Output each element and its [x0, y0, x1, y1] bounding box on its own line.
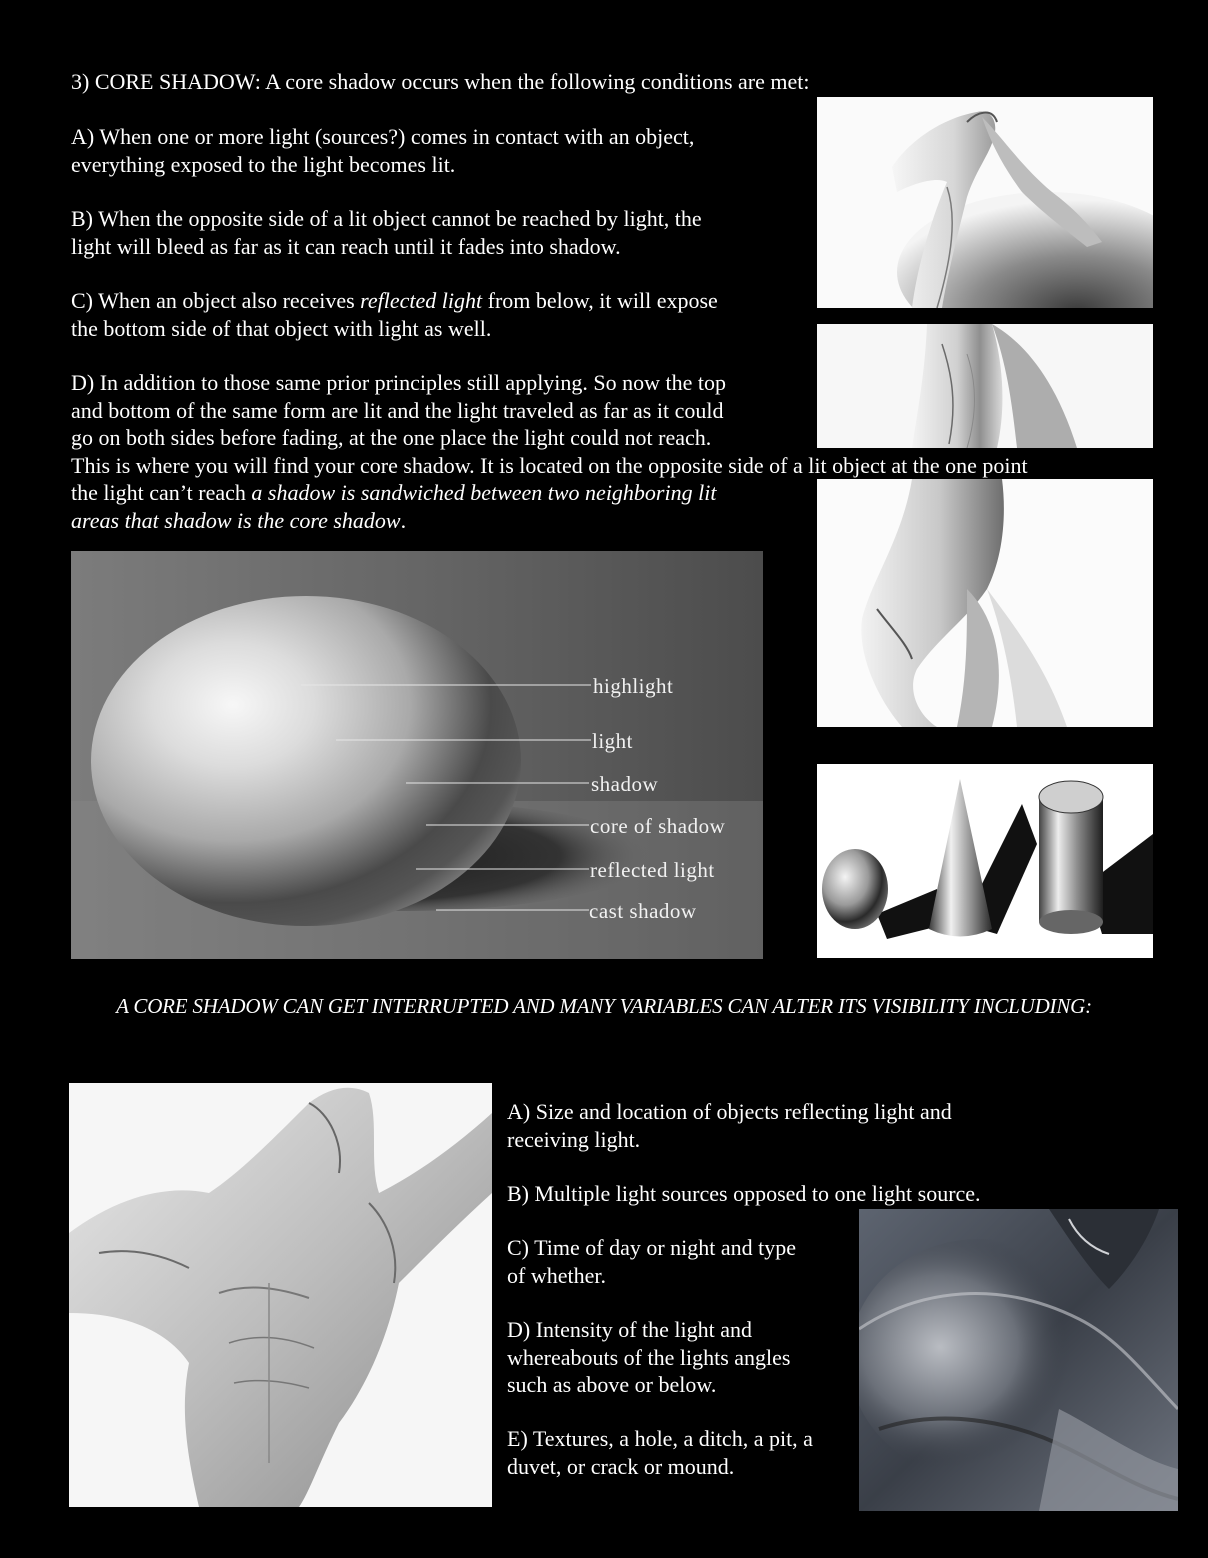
figure-muscular-torso-sketch — [69, 1083, 492, 1507]
variable-c — [507, 1234, 796, 1289]
condition-d-line-2: and bottom of the same form are lit and the light traveled as far as it could — [71, 397, 724, 423]
condition-a-line-2: everything exposed to the light becomes lit. — [71, 151, 456, 177]
condition-c-text: C) When an object also receives — [71, 288, 361, 313]
condition-d-line-6 — [71, 507, 1028, 535]
condition-d — [71, 369, 1028, 534]
condition-d-emphasis-2: areas that shadow is the core shadow — [71, 507, 401, 533]
condition-b-line-2: light will bleed as far as it can reach until it fades into shadow. — [71, 233, 621, 259]
condition-d-period: . — [400, 507, 407, 533]
condition-b-line-1: B) When the opposite side of a lit object cannot be reached by light, the — [71, 206, 702, 231]
condition-c-text-end: from below, it will expose — [482, 288, 718, 313]
variable-a-line-1: A) Size and location of objects reflecting light and — [507, 1099, 952, 1124]
condition-a-line-1: A) When one or more light (sources?) comes in contact with an object, — [71, 124, 695, 149]
figure-shoulder-charcoal — [859, 1209, 1178, 1511]
variable-e-line-2: duvet, or crack or mound. — [507, 1453, 735, 1479]
label-cast-shadow: cast shadow — [589, 899, 697, 923]
condition-b — [71, 205, 702, 260]
condition-d-line-4: This is where you will find your core shadow. It is located on the opposite side of a lit object at the one point — [71, 452, 1028, 478]
condition-d-line-1: D) In addition to those same prior principles still applying. So now the top — [71, 370, 727, 395]
sphere-shading-diagram — [71, 551, 763, 959]
variable-d-line-2: whereabouts of the lights angles — [507, 1344, 791, 1370]
condition-c-line-2: the bottom side of that object with light as well. — [71, 315, 492, 341]
figure-arms-raised-sketch — [817, 97, 1153, 308]
label-shadow: shadow — [591, 772, 659, 796]
variable-c-line-1: C) Time of day or night and type — [507, 1235, 797, 1260]
condition-d-line-5 — [71, 479, 1028, 507]
condition-c — [71, 287, 718, 342]
variable-a-line-2: receiving light. — [507, 1126, 641, 1152]
condition-c-emphasis: reflected light — [360, 288, 483, 313]
page-heading: 3) CORE SHADOW: A core shadow occurs when the following conditions are met: — [71, 69, 810, 94]
condition-a — [71, 123, 694, 178]
label-highlight: highlight — [593, 674, 674, 698]
variable-e — [507, 1425, 813, 1480]
variable-b-line-1: B) Multiple light sources opposed to one light source. — [507, 1181, 981, 1206]
condition-d-line-3: go on both sides before fading, at the one place the light could not reach. — [71, 425, 712, 450]
label-reflected-light: reflected light — [590, 858, 715, 882]
condition-d-text: the light can’t reach — [71, 480, 252, 505]
label-light: light — [592, 729, 634, 753]
variable-a — [507, 1098, 952, 1153]
variable-e-line-1: E) Textures, a hole, a ditch, a pit, a — [507, 1426, 813, 1451]
label-core-of-shadow: core of shadow — [590, 814, 726, 838]
variable-d-line-1: D) Intensity of the light and — [507, 1317, 753, 1342]
condition-c-line-1 — [71, 287, 718, 315]
figure-primitive-shapes — [817, 764, 1153, 958]
condition-d-emphasis: a shadow is sandwiched between two neighboring lit — [251, 480, 717, 505]
variable-d — [507, 1316, 791, 1399]
variable-b — [507, 1180, 981, 1208]
variables-caption: A CORE SHADOW CAN GET INTERRUPTED AND MANY VARIABLES CAN ALTER ITS VISIBILITY INCLUDING: — [116, 994, 1092, 1018]
variable-c-line-2: of whether. — [507, 1262, 606, 1288]
variable-d-line-3: such as above or below. — [507, 1372, 717, 1397]
